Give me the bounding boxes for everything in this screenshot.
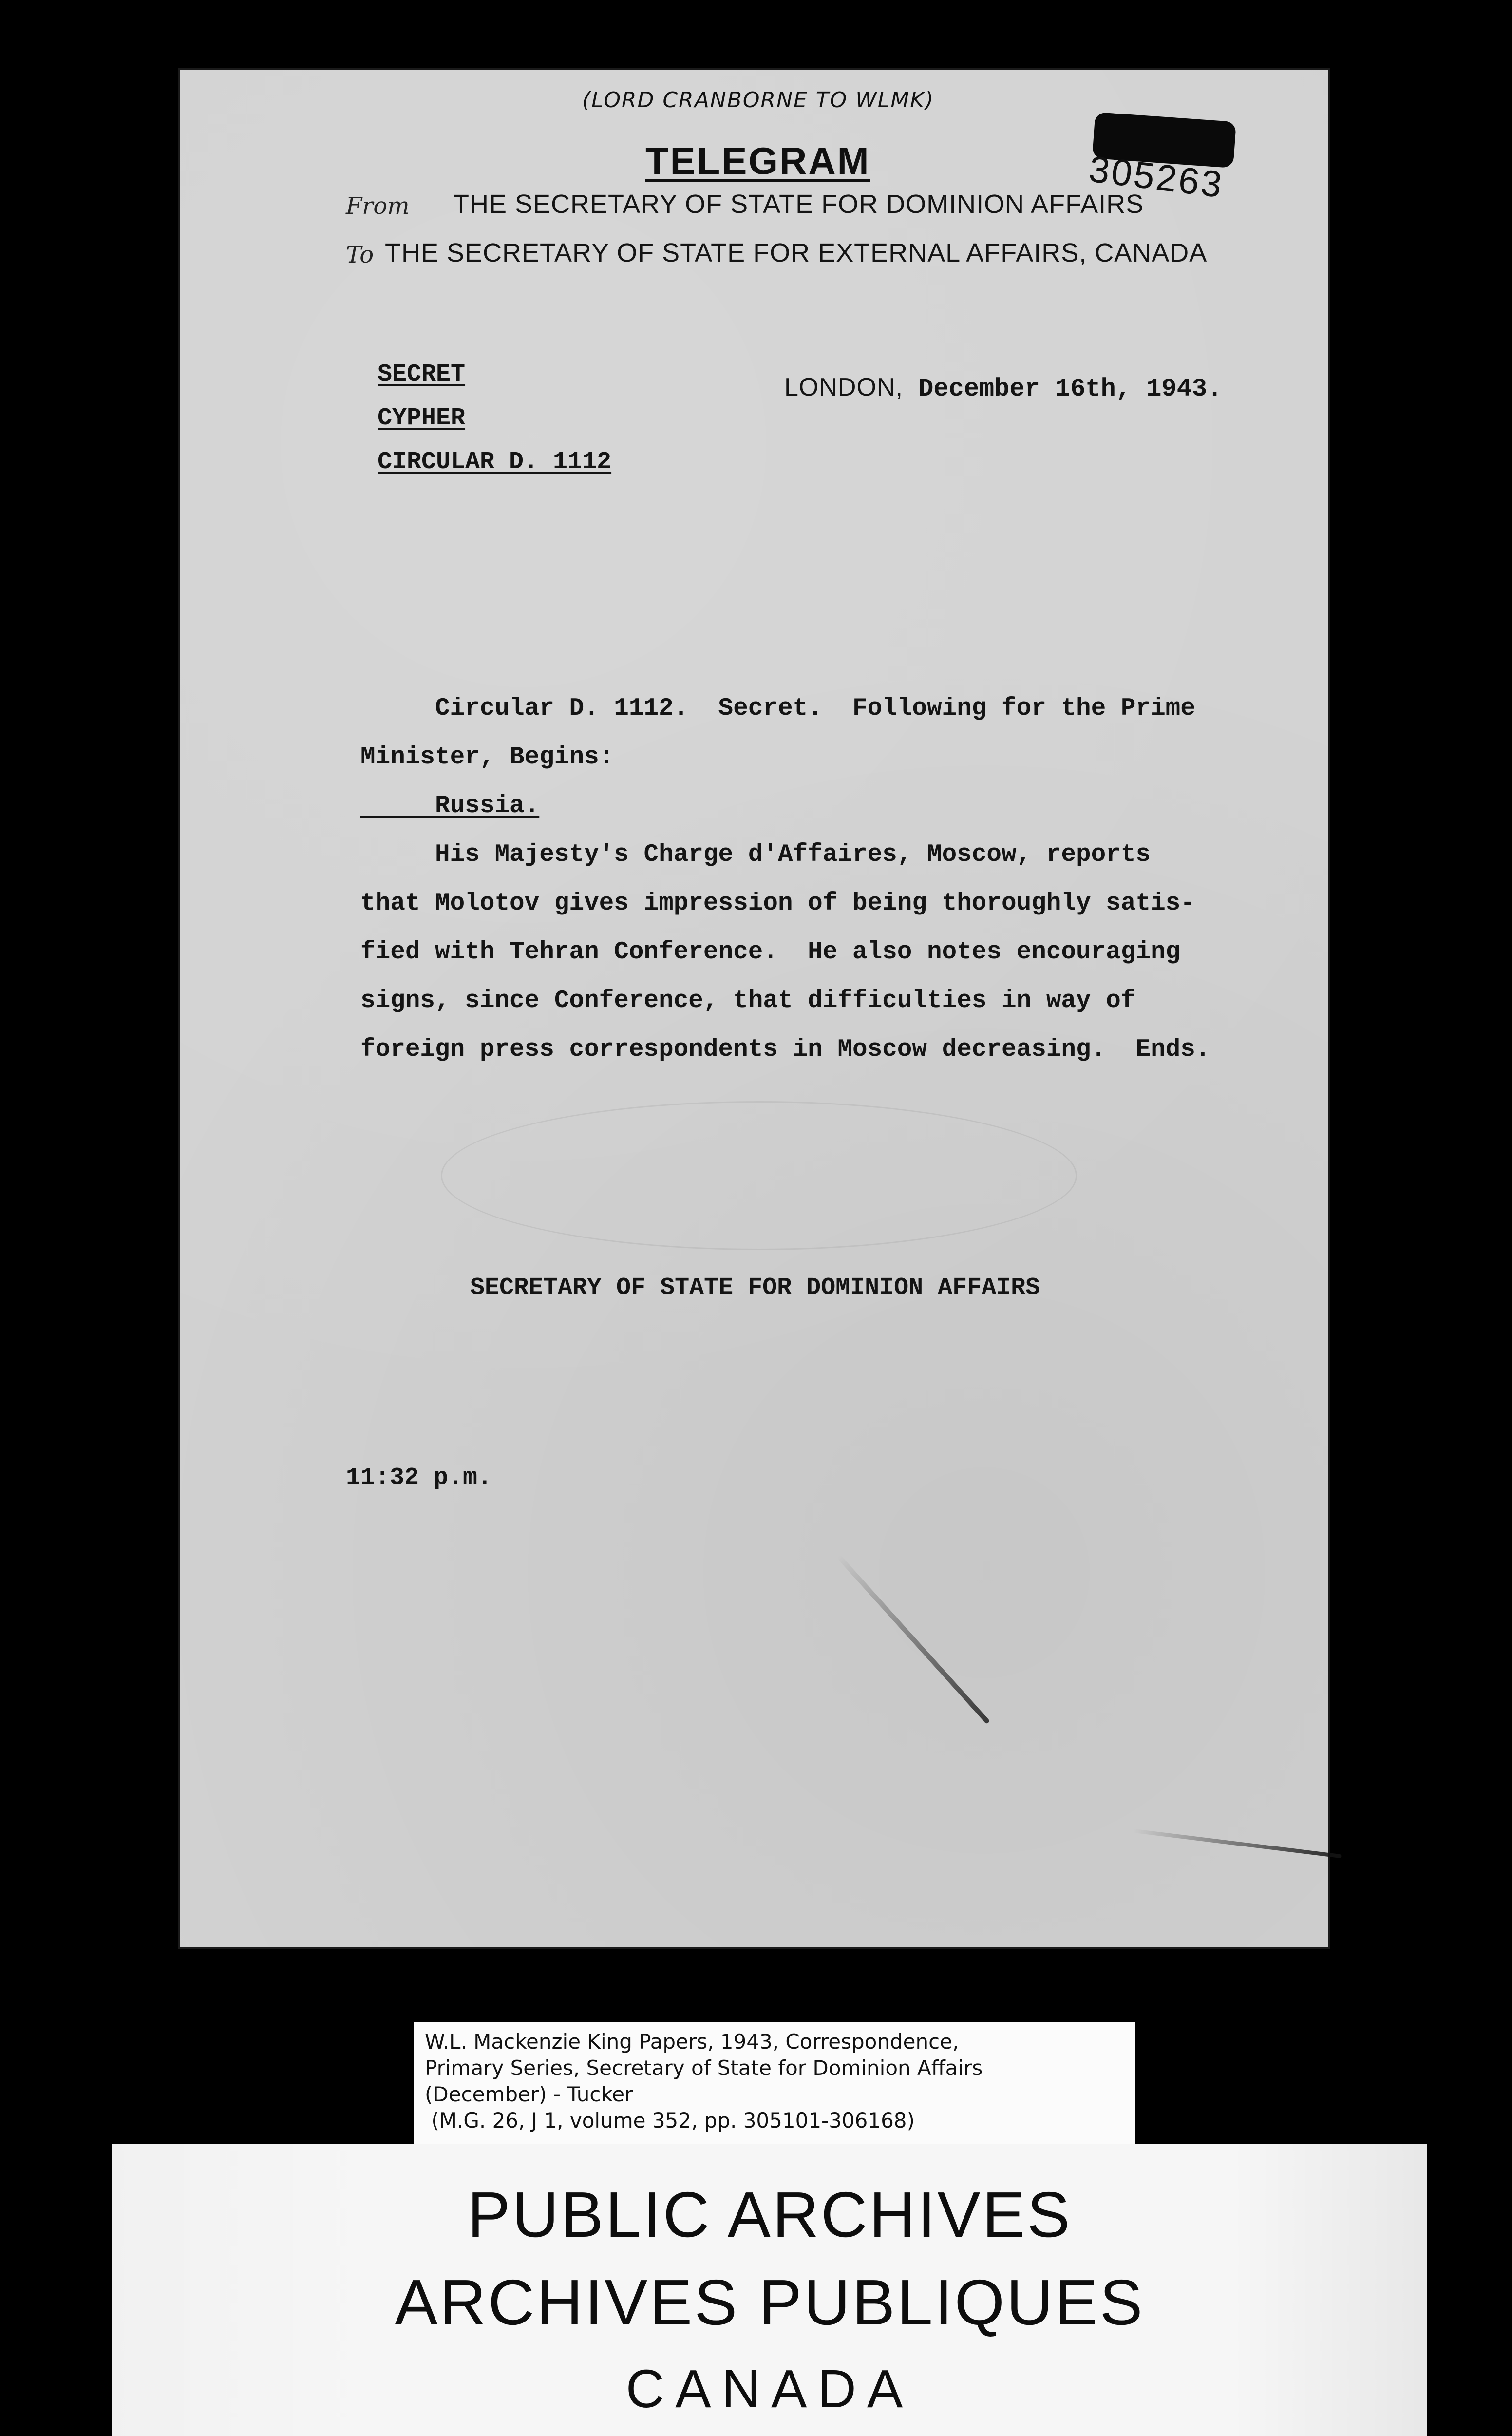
faint-seal-impression [441,1101,1077,1250]
body-line: signs, since Conference, that difficulties in way of [360,987,1136,1015]
telegram-sheet [178,68,1330,1949]
banner-line-english: PUBLIC ARCHIVES [467,2179,1072,2250]
archives-banner [112,2144,1427,2436]
body-line: Russia. [360,792,540,820]
body-line: foreign press correspondents in Moscow decreasing. Ends. [360,1036,1210,1064]
body-line: Circular D. 1112. Secret. Following for the Prime [360,695,1195,723]
citation-line: Primary Series, Secretary of State for Dominion Affairs [425,2056,983,2080]
from-value: THE SECRETARY OF STATE FOR DOMINION AFFAIRS [453,190,1144,219]
date: December 16th, 1943. [918,375,1223,403]
body-line: that Molotov gives impression of being thoroughly satis- [360,890,1195,917]
handwritten-note: (LORD CRANBORNE TO WLMK) [582,88,935,113]
dateline [784,373,1222,403]
to-label: To [346,241,374,268]
body-line: Minister, Begins: [360,743,614,771]
place: LONDON, [784,373,903,401]
classification-secret: SECRET [378,361,466,388]
ink-streak [1133,1829,1342,1858]
citation-line: W.L. Mackenzie King Papers, 1943, Correspondence, [425,2030,959,2054]
from-label: From [346,192,410,220]
banner-line-french: ARCHIVES PUBLIQUES [395,2266,1145,2338]
citation-line: (December) - Tucker [425,2082,633,2106]
stamp-number: 305263 [1086,148,1226,206]
ink-streak [836,1555,990,1725]
circular-reference: CIRCULAR D. 1112 [378,448,612,476]
body-line: fied with Tehran Conference. He also notes encouraging [360,938,1181,966]
document-title: TELEGRAM [645,139,870,182]
body-line: His Majesty's Charge d'Affaires, Moscow, reports [360,841,1151,869]
citation-line: (M.G. 26, J 1, volume 352, pp. 305101-306168) [425,2109,915,2132]
classification-cypher: CYPHER [378,404,466,432]
archival-citation [414,2022,1135,2144]
banner-line-country: CANADA [625,2359,914,2419]
to-value: THE SECRETARY OF STATE FOR EXTERNAL AFFAIRS, CANADA [385,238,1208,267]
signature: SECRETARY OF STATE FOR DOMINION AFFAIRS [470,1274,1040,1302]
message-body [360,685,1210,1074]
time-stamp: 11:32 p.m. [346,1464,492,1492]
